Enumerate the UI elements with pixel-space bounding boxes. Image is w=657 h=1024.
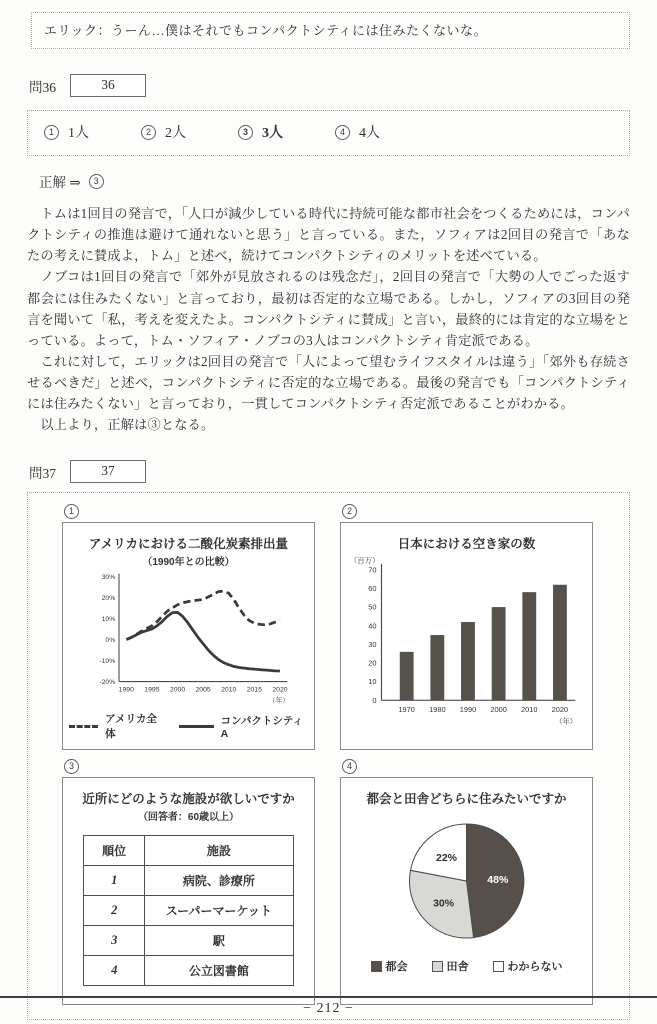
figure-2-vacant-homes-bar-chart	[340, 504, 593, 750]
svg-text:50: 50	[368, 603, 377, 613]
facility-cell: 病院、診療所	[145, 866, 294, 896]
facility-cell: 公立図書館	[145, 956, 294, 986]
page-footer	[0, 996, 657, 1017]
pie-legend-country-label: 田舎	[446, 961, 469, 974]
svg-text:2020: 2020	[272, 687, 288, 694]
pie-legend-city	[371, 958, 408, 974]
question-36-label: 問36	[29, 79, 56, 95]
figure-3-box	[62, 777, 315, 1005]
unsure-swatch-icon	[493, 961, 504, 972]
svg-text:10: 10	[368, 677, 377, 687]
svg-text:1980: 1980	[429, 705, 446, 715]
answer-prefix: 正解 ⇒	[39, 175, 81, 190]
svg-text:60: 60	[368, 584, 377, 594]
vacant-homes-bar-chart	[347, 554, 586, 726]
circled-digit-4: 4	[335, 125, 350, 140]
svg-text:22%: 22%	[435, 852, 458, 865]
svg-text:30%: 30%	[101, 574, 116, 582]
svg-text:1990: 1990	[118, 687, 134, 694]
pie-chart-legend	[347, 958, 586, 974]
country-swatch-icon	[432, 961, 443, 972]
option-2-label: 2人	[165, 126, 186, 141]
facility-ranking-table	[83, 835, 293, 986]
svg-text:1990: 1990	[459, 705, 477, 715]
circled-digit-2: 2	[141, 125, 156, 140]
svg-text:2010: 2010	[521, 705, 538, 715]
figure-4-title: 都会と田舎どちらに住みたいですか	[366, 792, 567, 807]
svg-text:20%: 20%	[101, 595, 116, 603]
svg-text:-20%: -20%	[99, 679, 116, 687]
dashed-line-sample-icon	[69, 725, 98, 728]
facility-table-row-3	[84, 926, 293, 956]
facility-table-header-row	[84, 836, 293, 866]
option-2	[141, 122, 238, 142]
figures-panel	[27, 492, 630, 1020]
option-1-label: 1人	[68, 126, 89, 141]
svg-text:-10%: -10%	[99, 658, 116, 666]
facility-table-row-4	[84, 956, 293, 986]
svg-text:2020: 2020	[551, 705, 569, 715]
explanation-paragraph-2: ノブコは1回目の発言で「郊外が見放されるのは残念だ」，2回目の発言で「大勢の人でごった返す都会には住みたくない」と言っており，最初は否定的な立場である。しかし，ソフィアの3回目の発言を聞いて「私，考えを変えたよ。コンパクトシティに賛成」と言い，最終的には肯定的な立場をとっている。よって，トム・ソフィア・ノブコの3人はコンパクトシティ肯定派である。	[27, 269, 631, 348]
question-37-number-box: 37	[70, 460, 146, 483]
svg-text:2005: 2005	[195, 687, 211, 694]
rank-cell: 4	[84, 956, 145, 986]
facility-table-row-1	[84, 866, 293, 896]
co2-line-chart	[69, 570, 308, 709]
figure-4-box	[340, 777, 593, 1005]
svg-text:70: 70	[368, 565, 377, 575]
option-4-label: 4人	[359, 126, 380, 141]
answer-circled-digit: 3	[89, 174, 104, 189]
rank-cell: 1	[84, 866, 145, 896]
svg-text:20: 20	[368, 658, 377, 668]
rank-cell: 2	[84, 896, 145, 926]
pie-legend-unsure	[493, 958, 563, 974]
dialogue-quote-box	[31, 12, 630, 49]
svg-text:0%: 0%	[105, 637, 116, 645]
figure-3-title: 近所にどのような施設が欲しいですか	[82, 792, 295, 807]
dialogue-line: エリック：うーん…僕はそれでもコンパクトシティには住みたくないな。	[44, 23, 488, 38]
question-37-header	[27, 460, 630, 483]
facility-cell: 駅	[145, 926, 294, 956]
figure-1-marker: 1	[64, 504, 79, 519]
solid-line-sample-icon	[179, 725, 214, 728]
svg-text:2010: 2010	[221, 687, 237, 694]
explanation-paragraph-1: トムは1回目の発言で，「人口が減少している時代に持続可能な都市社会をつくるためには，コンパクトシティの推進は避けて通れないと思う」と言っている。また，ソフィアは2回目の発言で「あなたの考えに賛成よ，トム」と述べ，続けてコンパクトシティのメリットを述べている。	[27, 206, 630, 264]
line-chart-legend	[69, 711, 308, 741]
circled-digit-1: 1	[44, 125, 59, 140]
svg-text:（年）: （年）	[554, 717, 578, 727]
svg-text:10%: 10%	[101, 616, 116, 624]
option-4	[335, 122, 432, 142]
correct-answer-line	[39, 171, 630, 191]
facility-column-header: 施設	[145, 836, 294, 866]
pie-legend-unsure-label: わからない	[507, 961, 563, 974]
svg-text:48%: 48%	[487, 874, 509, 887]
rank-cell: 3	[84, 926, 145, 956]
explanation-paragraph-3: これに対して，エリックは2回目の発言で「人によって望むライフスタイルは違う」「郊外も存続させるべきだ」と述べ，コンパクトシティに否定的な立場である。最後の発言でも「コンパクトシティには住みたくない」と言っており，一貫してコンパクトシティ否定派であることがわかる。	[27, 353, 630, 412]
facility-cell: スーパーマーケット	[145, 896, 294, 926]
svg-text:1995: 1995	[144, 687, 160, 694]
svg-text:40: 40	[368, 621, 377, 631]
circled-digit-3: 3	[238, 125, 253, 140]
figure-3-subtitle: （回答者：60歳以上）	[137, 812, 240, 824]
figure-2-marker: 2	[342, 504, 357, 519]
rank-column-header: 順位	[84, 836, 145, 866]
residence-pie-chart	[347, 809, 586, 957]
figure-1-co2-line-chart	[62, 504, 315, 750]
legend-label-compact-city-a: コンパクトシティA	[220, 714, 304, 740]
svg-text:2000: 2000	[490, 705, 507, 715]
question-36-number-box: 36	[70, 74, 146, 97]
question-36-options-box	[27, 110, 630, 156]
svg-text:（百万）: （百万）	[349, 556, 380, 566]
figure-4-marker: 4	[342, 759, 357, 774]
figure-3-facility-table	[62, 759, 315, 1005]
svg-text:2000: 2000	[169, 687, 186, 694]
svg-text:0: 0	[372, 696, 377, 706]
pie-legend-city-label: 都会	[385, 961, 408, 974]
svg-text:1970: 1970	[398, 705, 415, 715]
page-number: − 212 −	[303, 1001, 354, 1016]
figure-4-residence-pie-chart	[340, 759, 593, 1005]
option-1	[44, 122, 141, 142]
city-swatch-icon	[371, 961, 382, 972]
legend-label-us-total: アメリカ全体	[105, 713, 157, 741]
figure-1-subtitle: （1990年との比較）	[142, 557, 235, 569]
figure-1-title: アメリカにおける二酸化炭素排出量	[88, 537, 289, 552]
option-3-label: 3人	[262, 126, 283, 141]
svg-text:30: 30	[368, 640, 377, 650]
svg-text:（年）: （年）	[268, 697, 290, 705]
svg-text:30%: 30%	[433, 897, 455, 910]
pie-legend-country	[432, 958, 469, 974]
option-3-correct	[238, 122, 335, 142]
question-37-label: 問37	[29, 465, 56, 481]
question-36-header	[27, 74, 630, 97]
figure-2-box	[340, 522, 593, 750]
facility-table-body	[84, 866, 293, 986]
figure-3-marker: 3	[64, 759, 79, 774]
explanation-paragraph-4: 以上より，正解は③となる。	[27, 417, 215, 433]
figure-2-title: 日本における空き家の数	[397, 537, 536, 552]
explanation-text	[27, 203, 630, 435]
figure-1-box	[62, 522, 315, 750]
svg-text:2015: 2015	[246, 687, 262, 694]
facility-table-row-2	[84, 896, 293, 926]
